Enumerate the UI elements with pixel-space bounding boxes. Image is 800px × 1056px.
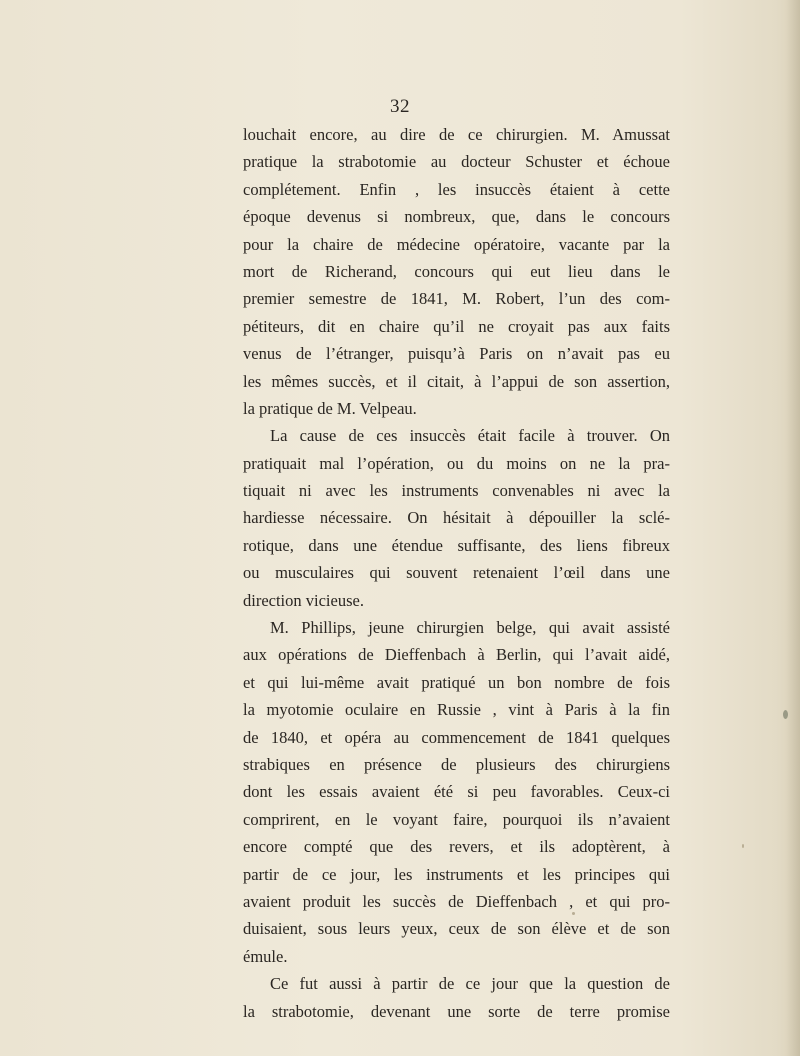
- text-line: M. Phillips, jeune chirurgien belge, qui avait assisté: [270, 618, 670, 638]
- text-line: strabiques en présence de plusieurs des chirurgiens: [243, 754, 670, 774]
- text-line: direction vicieuse.: [243, 590, 364, 610]
- page-edge-shadow: [786, 0, 800, 1056]
- text-line: Ce fut aussi à partir de ce jour que la question de: [270, 974, 670, 994]
- text-line: comprirent, en le voyant faire, pourquoi ils n’avaient: [243, 809, 670, 829]
- text-line: encore compté que des revers, et ils adoptèrent, à: [243, 837, 670, 857]
- text-line: pratiquait mal l’opération, ou du moins on ne la pra-: [243, 453, 670, 473]
- text-line: les mêmes succès, et il citait, à l’appui de son assertion,: [243, 371, 670, 391]
- paper-speck: [742, 844, 744, 848]
- text-line: louchait encore, au dire de ce chirurgien. M. Amussat: [243, 125, 670, 144]
- text-line: venus de l’étranger, puisqu’à Paris on n’avait pas eu: [243, 344, 670, 364]
- text-line: de 1840, et opéra au commencement de 1841 quelques: [243, 727, 670, 747]
- text-line: rotique, dans une étendue suffisante, des liens fibreux: [243, 535, 670, 555]
- text-line: pour la chaire de médecine opératoire, vacante par la: [243, 234, 670, 254]
- paper-speck: [572, 912, 575, 915]
- text-line: hardiesse nécessaire. On hésitait à dépouiller la sclé-: [243, 508, 670, 528]
- text-line: tiquait ni avec les instruments convenables ni avec la: [243, 481, 670, 501]
- text-line: et qui lui-même avait pratiqué un bon nombre de fois: [243, 672, 670, 692]
- text-line: la strabotomie, devenant une sorte de terre promise: [243, 1001, 670, 1021]
- text-line: pétiteurs, dit en chaire qu’il ne croyait pas aux faits: [243, 316, 670, 336]
- text-line: ou musculaires qui souvent retenaient l’œil dans une: [243, 563, 670, 583]
- text-line: dont les essais avaient été si peu favorables. Ceux-ci: [243, 782, 670, 802]
- page-number: 32: [390, 96, 410, 117]
- text-line: avaient produit les succès de Dieffenbach , et qui pro-: [243, 891, 670, 911]
- text-line: pratique la strabotomie au docteur Schuster et échoue: [243, 152, 670, 172]
- text-line: complétement. Enfin , les insuccès étaient à cette: [243, 179, 670, 199]
- text-line: la pratique de M. Velpeau.: [243, 398, 417, 418]
- text-line: époque devenus si nombreux, que, dans le concours: [243, 207, 670, 227]
- text-line: premier semestre de 1841, M. Robert, l’un des com-: [243, 289, 670, 309]
- text-line: la myotomie oculaire en Russie , vint à Paris à la fin: [243, 700, 670, 720]
- text-line: partir de ce jour, les instruments et les principes qui: [243, 864, 670, 884]
- text-line: aux opérations de Dieffenbach à Berlin, qui l’avait aidé,: [243, 645, 670, 665]
- text-line: La cause de ces insuccès était facile à trouver. On: [270, 426, 670, 446]
- text-line: duisaient, sous leurs yeux, ceux de son élève et de son: [243, 919, 670, 939]
- text-line: mort de Richerand, concours qui eut lieu dans le: [243, 261, 670, 281]
- body-text: [243, 121, 670, 1025]
- text-line: émule.: [243, 946, 288, 966]
- paper-speck: [783, 710, 788, 719]
